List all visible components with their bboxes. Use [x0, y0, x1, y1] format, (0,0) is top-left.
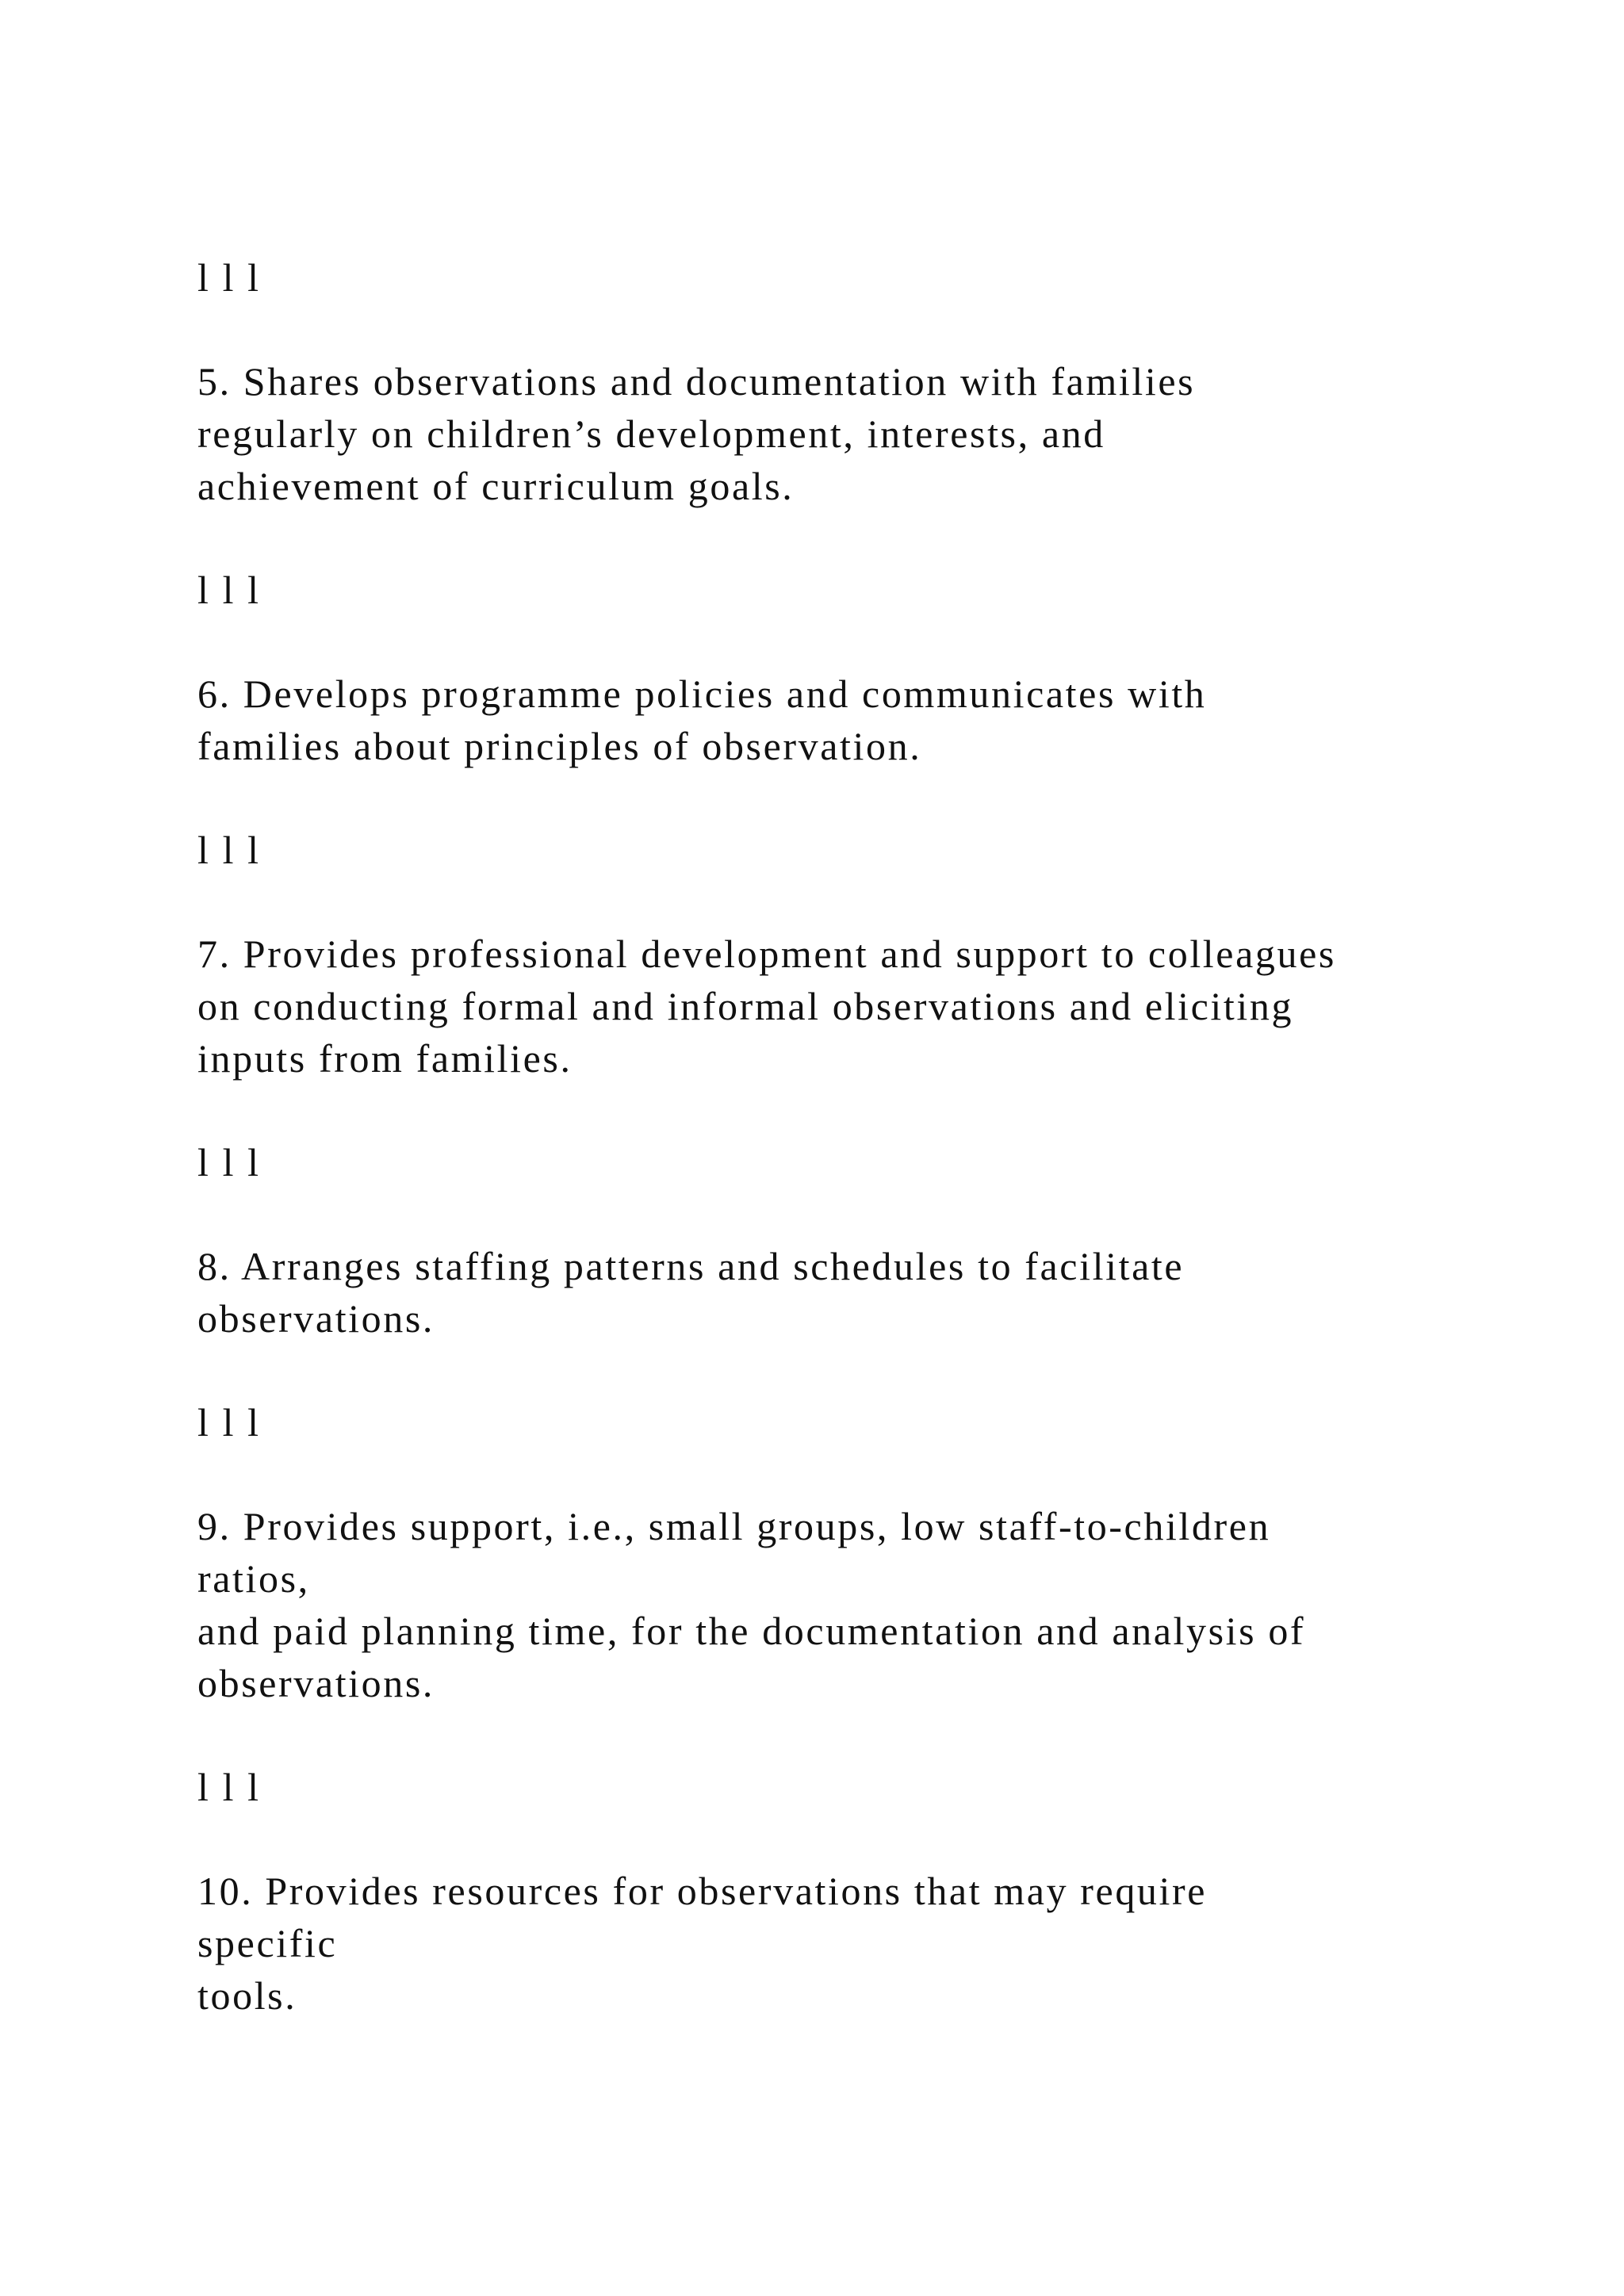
item-8-line-1: 8. Arranges staffing patterns and schedules to facilitate — [197, 1244, 1185, 1288]
item-7-line-3: inputs from families. — [197, 1036, 573, 1081]
item-9-line-4: observations. — [197, 1661, 435, 1705]
rating-marks: l l l — [197, 1140, 261, 1184]
item-5-line-3: achievement of curriculum goals. — [197, 464, 795, 508]
item-9-line-3: and paid planning time, for the documentation and analysis of — [197, 1609, 1306, 1653]
item-10-line-1: 10. Provides resources for observations that may require — [197, 1869, 1208, 1913]
rating-marks: l l l — [197, 1400, 261, 1445]
rating-marks: l l l — [197, 828, 261, 872]
item-6-line-1: 6. Develops programme policies and communicates with — [197, 672, 1207, 716]
item-5-line-1: 5. Shares observations and documentation with families — [197, 359, 1196, 404]
item-10-line-3: tools. — [197, 1973, 297, 2018]
rating-marks: l l l — [197, 1765, 261, 1809]
item-8-line-2: observations. — [197, 1296, 435, 1341]
item-6-line-2: families about principles of observation. — [197, 724, 922, 768]
rating-marks: l l l — [197, 255, 261, 300]
item-10-line-2: specific — [197, 1921, 338, 1965]
item-7-line-1: 7. Provides professional development and support to colleagues — [197, 932, 1336, 976]
item-7-line-2: on conducting formal and informal observations and eliciting — [197, 984, 1294, 1028]
rating-marks: l l l — [197, 568, 261, 612]
item-5-line-2: regularly on children’s development, interests, and — [197, 411, 1105, 456]
item-9-line-1: 9. Provides support, i.e., small groups, low staff-to-children — [197, 1504, 1271, 1548]
item-9-line-2: ratios, — [197, 1556, 310, 1601]
